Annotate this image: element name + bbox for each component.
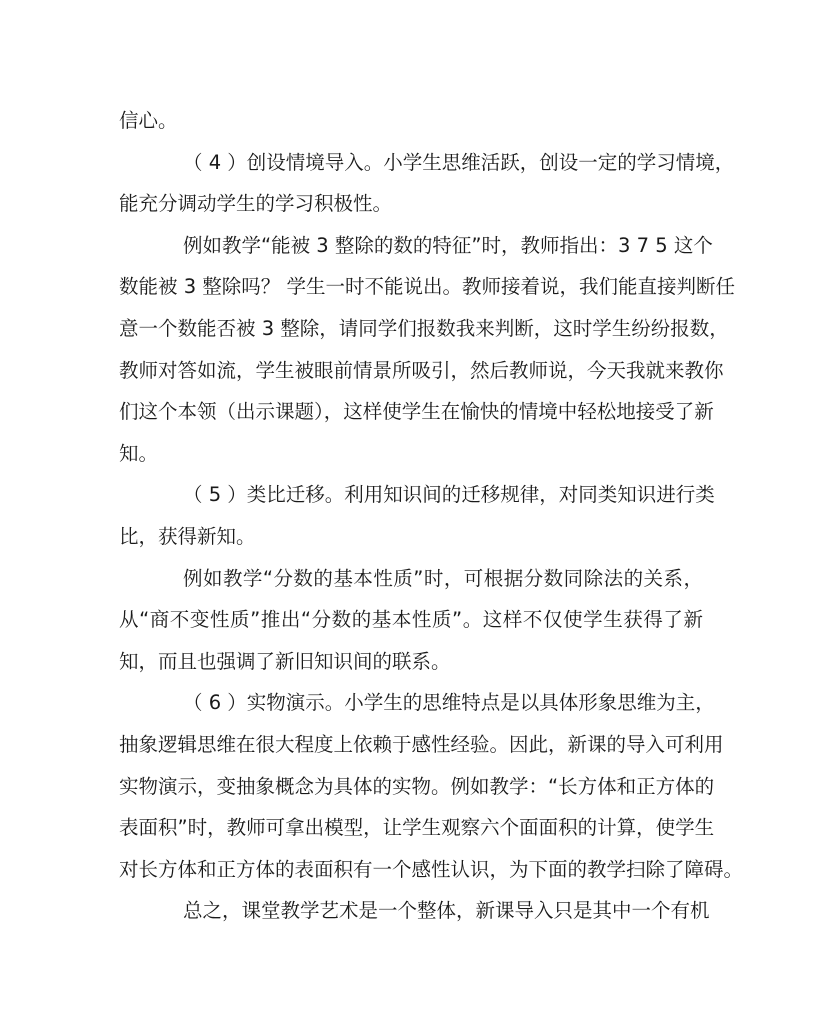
paragraph-line: 例如教学“能被 3 整除的数的特征”时，教师指出：3 7 5 这个 — [183, 233, 713, 257]
paragraph-line: 数能被 3 整除吗？ 学生一时不能说出。教师接着说，我们能直接判断任 — [119, 275, 736, 299]
paragraph-line: 比，获得新知。 — [119, 524, 256, 548]
paragraph-line: 总之，课堂教学艺术是一个整体，新课导入只是其中一个有机 — [183, 899, 710, 923]
paragraph-line: 抽象逻辑思维在很大程度上依赖于感性经验。因此，新课的导入可利用 — [119, 732, 724, 756]
paragraph-line: （ 5 ）类比迁移。利用知识间的迁移规律，对同类知识进行类 — [183, 483, 715, 507]
paragraph-line: 从“商不变性质”推出“分数的基本性质”。这样不仅使学生获得了新 — [119, 608, 703, 632]
document-body — [119, 100, 744, 932]
paragraph-line: （ 6 ）实物演示。小学生的思维特点是以具体形象思维为主， — [183, 691, 715, 715]
paragraph-line: 教师对答如流，学生被眼前情景所吸引，然后教师说，今天我就来教你 — [119, 358, 724, 382]
paragraph-line: 对长方体和正方体的表面积有一个感性认识，为下面的教学扫除了障碍。 — [119, 857, 744, 881]
paragraph-line: 知，而且也强调了新旧知识间的联系。 — [119, 649, 451, 673]
paragraph-line: 意一个数能否被 3 整除，请同学们报数我来判断，这时学生纷纷报数， — [119, 316, 729, 340]
paragraph-line: （ 4 ）创设情境导入。小学生思维活跃，创设一定的学习情境， — [183, 150, 735, 174]
paragraph-line: 们这个本领（出示课题），这样使学生在愉快的情境中轻松地接受了新 — [119, 400, 714, 424]
paragraph-line: 知。 — [119, 441, 159, 465]
paragraph-line: 能充分调动学生的学习积极性。 — [119, 192, 393, 216]
paragraph-line: 表面积”时，教师可拿出模型，让学生观察六个面面积的计算，使学生 — [119, 816, 715, 840]
paragraph-line: 信心。 — [119, 109, 178, 132]
paragraph-line: 实物演示，变抽象概念为具体的实物。例如教学：“长方体和正方体的 — [119, 774, 715, 798]
paragraph-line: 例如教学“分数的基本性质”时，可根据分数同除法的关系， — [183, 566, 703, 590]
